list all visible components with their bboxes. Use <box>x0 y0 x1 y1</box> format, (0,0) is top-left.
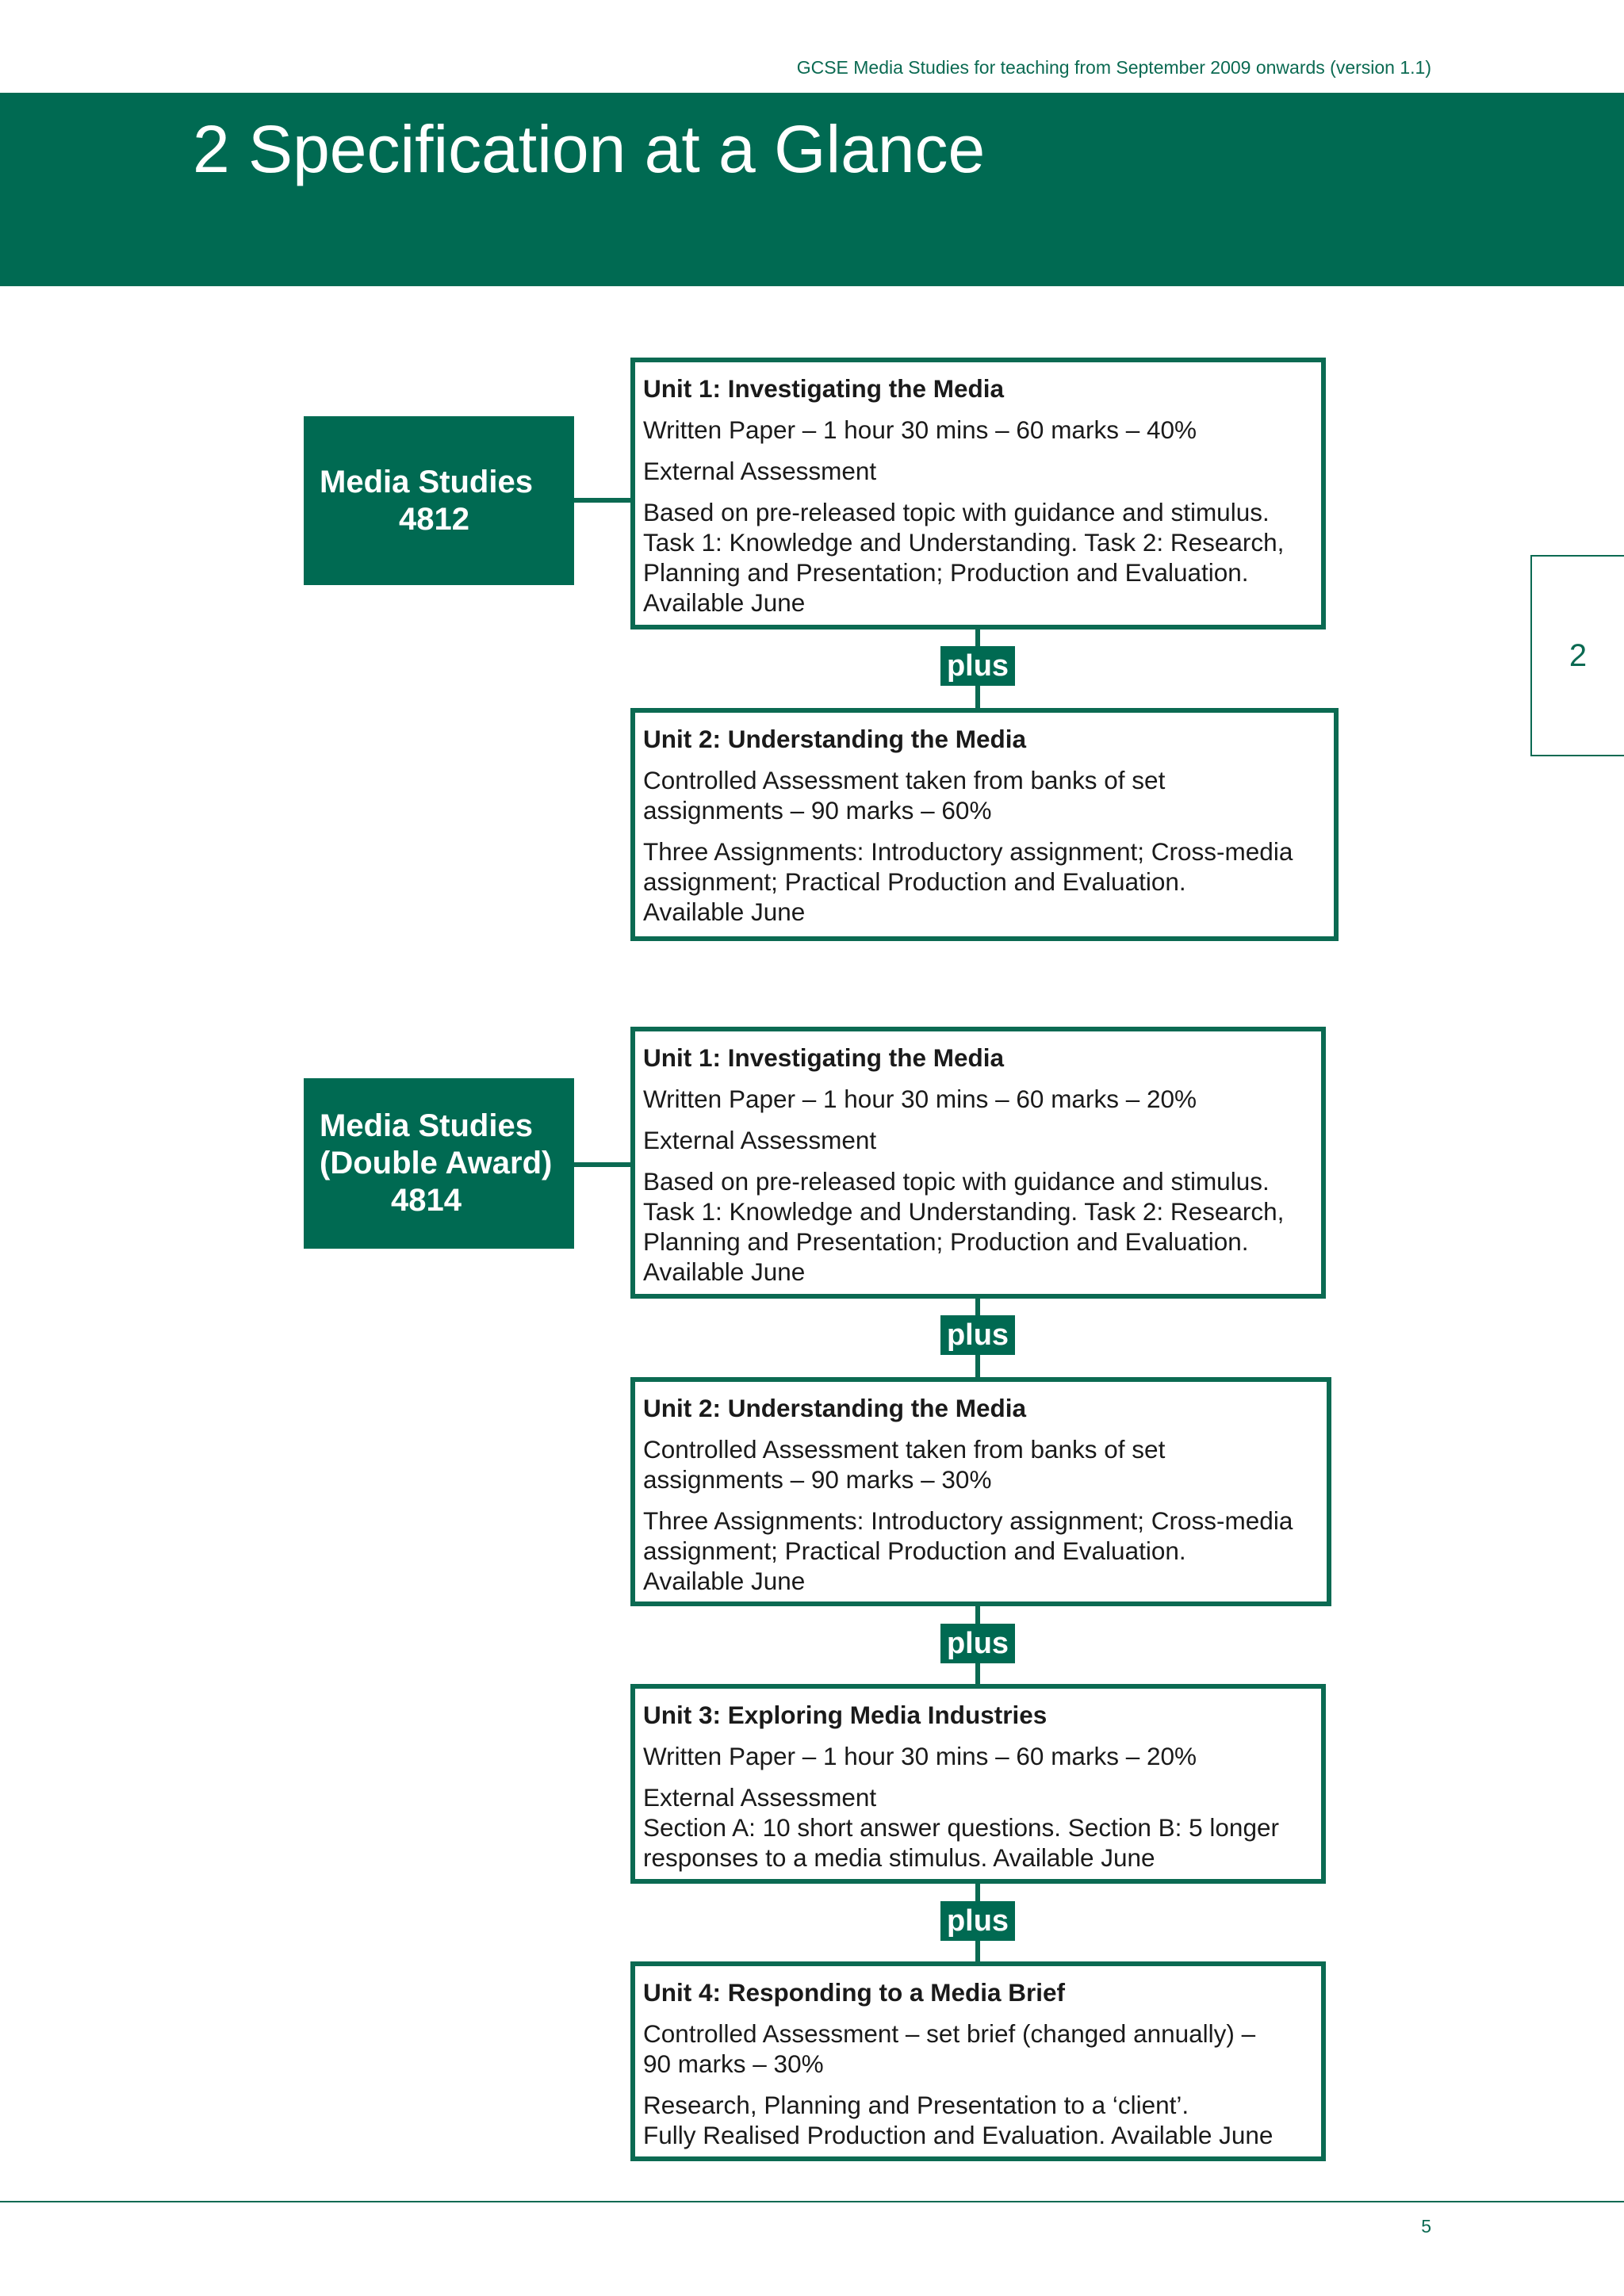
unit-title: Unit 4: Responding to a Media Brief <box>643 1978 1066 2007</box>
spec-4814-unit2-box <box>630 1377 1331 1606</box>
spec-4814-unit4-box <box>630 1961 1326 2161</box>
unit-detail: Written Paper – 1 hour 30 mins – 60 marks – 20% <box>643 1085 1197 1113</box>
page-title: 2 Specification at a Glance <box>193 112 986 186</box>
spec-4814-unit1-box <box>630 1027 1326 1299</box>
unit-detail: Fully Realised Production and Evaluation. Available June <box>643 2121 1274 2149</box>
unit-detail: Controlled Assessment – set brief (changed annually) – <box>643 2019 1256 2048</box>
spec-4814-unit3-box <box>630 1684 1326 1884</box>
plus-badge: plus <box>940 1315 1015 1355</box>
spec-4812-label <box>304 416 574 585</box>
connector <box>574 1162 633 1167</box>
page-number: 5 <box>1421 2216 1431 2237</box>
unit-title: Unit 1: Investigating the Media <box>643 374 1005 403</box>
spec-4812-code: 4812 <box>399 501 469 537</box>
unit-detail: Written Paper – 1 hour 30 mins – 60 marks – 20% <box>643 1742 1197 1770</box>
unit-detail: External Assessment <box>643 457 877 485</box>
spec-4814-code: 4814 <box>391 1183 462 1218</box>
connector <box>574 498 633 503</box>
spec-4812-unit1-box <box>630 358 1326 629</box>
unit-title: Unit 2: Understanding the Media <box>643 725 1027 753</box>
unit-detail: Available June <box>643 897 806 926</box>
spec-4812-name: Media Studies <box>320 464 533 499</box>
unit-detail: Three Assignments: Introductory assignment; Cross-media <box>643 837 1293 866</box>
unit-detail: responses to a media stimulus. Available June <box>643 1843 1155 1872</box>
unit-detail: Three Assignments: Introductory assignment; Cross-media <box>643 1506 1293 1535</box>
unit-detail: Controlled Assessment taken from banks of set <box>643 1435 1166 1464</box>
unit-detail: 90 marks – 30% <box>643 2049 824 2078</box>
spec-4814-name: Media Studies <box>320 1108 533 1143</box>
plus-badge: plus <box>940 1901 1015 1941</box>
unit-title: Unit 3: Exploring Media Industries <box>643 1701 1048 1729</box>
unit-detail: Available June <box>643 1257 806 1286</box>
unit-detail: Controlled Assessment taken from banks of set <box>643 766 1166 794</box>
unit-detail: Research, Planning and Presentation to a ‘client’. <box>643 2091 1189 2119</box>
spec-4812-unit2-box <box>630 708 1339 941</box>
spec-4814-name-suffix: (Double Award) <box>320 1146 553 1181</box>
unit-detail: assignment; Practical Production and Evaluation. <box>643 1536 1186 1565</box>
unit-detail: Written Paper – 1 hour 30 mins – 60 marks – 40% <box>643 415 1197 444</box>
unit-detail: Planning and Presentation; Production and Evaluation. <box>643 558 1249 587</box>
unit-detail: Based on pre-released topic with guidance and stimulus. <box>643 1167 1270 1196</box>
unit-title: Unit 1: Investigating the Media <box>643 1043 1005 1072</box>
running-header: GCSE Media Studies for teaching from September 2009 onwards (version 1.1) <box>796 57 1431 78</box>
unit-detail: External Assessment <box>643 1783 877 1812</box>
unit-detail: Based on pre-released topic with guidance and stimulus. <box>643 498 1270 526</box>
unit-title: Unit 2: Understanding the Media <box>643 1394 1027 1422</box>
unit-detail: Task 1: Knowledge and Understanding. Task 2: Research, <box>643 1197 1285 1226</box>
unit-detail: Available June <box>643 588 806 617</box>
unit-detail: Task 1: Knowledge and Understanding. Task 2: Research, <box>643 528 1285 557</box>
unit-detail: assignments – 90 marks – 60% <box>643 796 992 825</box>
spec-4814-label <box>304 1078 574 1249</box>
unit-detail: Available June <box>643 1567 806 1595</box>
unit-detail: Section A: 10 short answer questions. Section B: 5 longer <box>643 1813 1279 1842</box>
section-tab: 2 <box>1530 555 1624 756</box>
footer-rule <box>0 2201 1624 2202</box>
unit-detail: assignments – 90 marks – 30% <box>643 1465 992 1494</box>
plus-badge: plus <box>940 1624 1015 1663</box>
unit-detail: assignment; Practical Production and Evaluation. <box>643 867 1186 896</box>
plus-badge: plus <box>940 646 1015 686</box>
unit-detail: External Assessment <box>643 1126 877 1154</box>
unit-detail: Planning and Presentation; Production and Evaluation. <box>643 1227 1249 1256</box>
